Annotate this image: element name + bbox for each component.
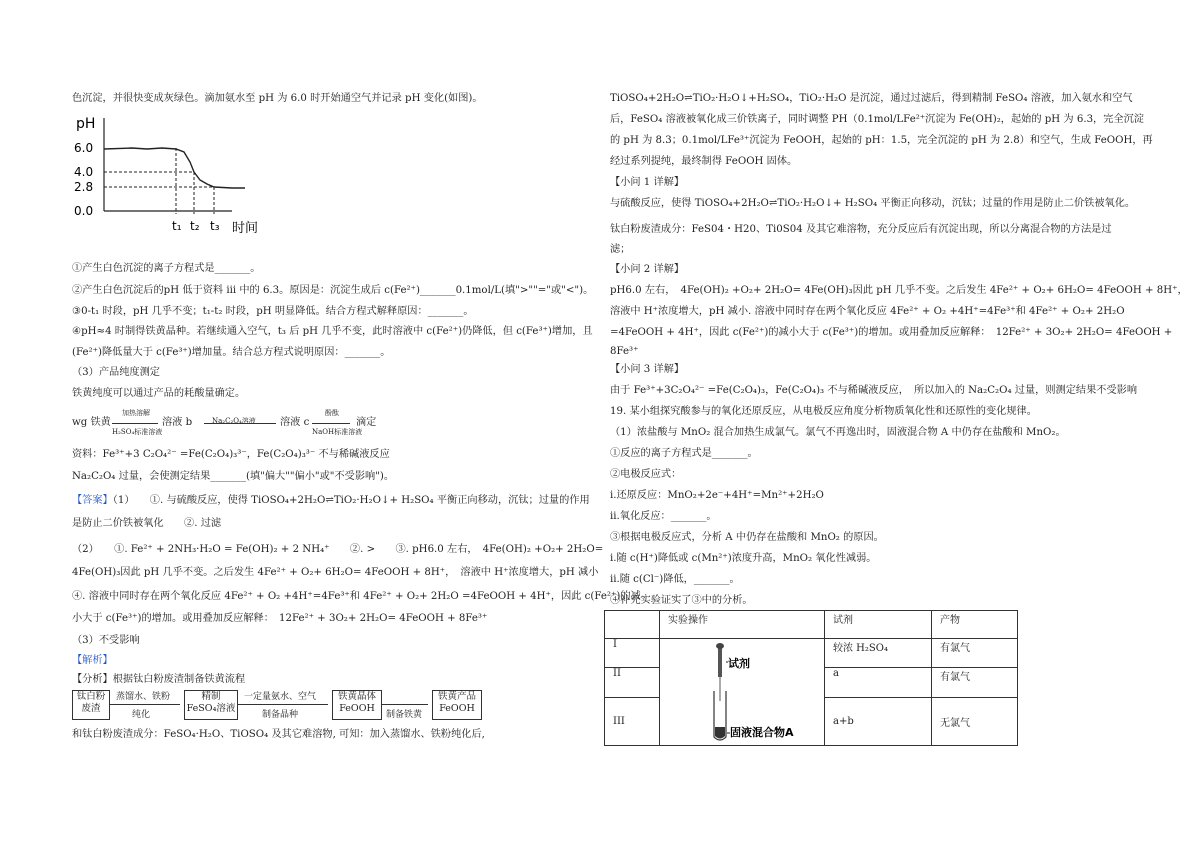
table-cell: I [605,639,660,668]
flow-box-3: 铁黄晶体 FeOOH [332,690,382,720]
titration-scheme [72,405,392,437]
question-4-cont: (Fe²⁺)降低量大于 c(Fe³⁺)增加量。结合总方程式说明原因：_______。 [72,347,391,358]
process-flow [72,688,492,722]
flow-box-2: 精制 FeSO₄溶液 [184,690,238,720]
scheme-arrow3-top: 酚酞 [325,409,339,417]
text-line: i.还原反应：MnO₂+2e⁻+4H⁺=Mn²⁺+2H₂O [610,490,824,501]
table-header-cell [605,611,660,639]
graph-y-label: pH [76,116,96,132]
y-tick-4: 4.0 [74,165,94,179]
table-cell: III [605,697,660,745]
text-line: ②电极反应式： [610,469,682,480]
detail-heading-1: 【小问 1 详解】 [610,177,685,188]
text-line: 后，FeSO₄ 溶液被氧化成三价铁离子，同时调整 PH（0.1mol/LFe²⁺沉淀为 Fe(OH)₂，起始的 pH 为 6.3，完全沉淀 [610,114,1144,125]
question-4: ④pH≈4 时制得铁黄晶种。若继续通入空气，t₃ 后 pH 几乎不变，此时溶液中 c(Fe²⁺)仍降低，但 c(Fe³⁺)增加，且 [72,326,593,337]
question-1: ①产生白色沉淀的离子方程式是_______。 [72,263,261,274]
answer-line: 是防止二价铁被氧化 ②. 过滤 [72,518,222,529]
flow-arrow2-top: 一定量氨水、空气 [244,692,317,702]
text-line: i.随 c(H⁺)降低或 c(Mn²⁺)浓度升高，MnO₂ 氧化性减弱。 [610,553,877,564]
text-line: 钛白粉废渣成分：FeS04・H20、Ti0S04 及其它难溶物，充分反应后有沉淀出现，所以分离混合物的方法是过 [610,224,1112,235]
table-header-cell: 产物 [932,611,1018,639]
table-header-row [605,611,1018,639]
text-line: 8Fe³⁺ [610,346,639,357]
text-line: TiOSO₄+2H₂O⇌TiO₂·H₂O↓+H₂SO₄，TiO₂·H₂O 是沉淀，通过过滤后，得到精制 FeSO₄ 溶液，加入氨水和空气 [610,93,1133,104]
scheme-b: 溶液 b [162,417,193,428]
section-3-text: 铁黄纯度可以通过产品的耗酸量确定。 [72,388,246,399]
table-cell: 有氯气 [932,639,1018,668]
y-tick-2-8: 2.8 [74,180,94,194]
detail-heading-3: 【小问 3 详解】 [610,364,685,375]
text-line: ①反应的离子方程式是_______。 [610,448,758,459]
graph-x-label: 时间 [232,221,259,236]
question-2: ②产生白色沉淀后的pH 低于资料 iii 中的 6.3。原因是：沉淀生成后 c(Fe²⁺)_______0.1mol/L(填">""="或"<")。 [72,285,594,296]
text-line: 19. 某小组探究酸参与的氧化还原反应，从电极反应角度分析物质氧化性和还原性的变化规律。 [610,406,1037,417]
table-cell: II [605,668,660,697]
detail-heading-2: 【小问 2 详解】 [610,264,685,275]
mixture-label: 固液混合物A [730,726,794,739]
info-line-2: Na₂C₂O₄ 过量，会使测定结果_______(填"偏大""偏小"或"不受影响")。 [72,471,395,482]
y-tick-0: 0.0 [74,204,94,218]
flow-box-4: 铁黄产品 FeOOH [432,690,482,720]
scheme-arrow1-top: 加热溶解 [122,409,150,417]
answer-line: 小大于 c(Fe³⁺)的增加。或用叠加反应解释： 12Fe²⁺ + 3O₂+ 2H₂O= 4FeOOH + 8Fe³⁺ [72,613,488,624]
answer-line: （3）不受影响 [72,635,140,646]
flow-arrow1-bot: 纯化 [132,710,151,720]
section-3-title: （3）产品纯度测定 [72,367,160,378]
text-line: =4FeOOH + 4H⁺，因此 c(Fe²⁺)的减小大于 c(Fe³⁺)的增加。或用叠加反应解释： 12Fe²⁺ + 3O₂+ 2H₂O= 4FeOOH + [610,327,1173,338]
text-line: ③根据电极反应式，分析 A 中仍存在盐酸和 MnO₂ 的原因。 [610,532,884,543]
answer-block-1: 【答案】（1） ①. 与硫酸反应，使得 TiOSO₄+2H₂O⇌TiO₂·H₂O↓+ H₂SO₄ 平衡正向移动，沉钛；过量的作用 [72,495,590,506]
scheme-arrow1-bot: H₂SO₄标准溶液 [112,428,163,436]
text-line: ii.随 c(Cl⁻)降低，_______。 [610,574,740,585]
text-line: 的 pH 为 8.3；0.1mol/LFe³⁺沉淀为 FeOOH，起始的 pH：1.5，完全沉淀的 pH 为 2.8）和空气，生成 FeOOH，再 [610,135,1153,146]
text-line: 经过系列提纯，最终制得 FeOOH 固体。 [610,156,798,167]
x-tick-t2: t₂ [190,219,200,233]
flow-arrow2-bot: 制备晶种 [262,710,299,720]
x-tick-t1: t₁ [172,219,182,233]
table-cell: a+b [825,697,932,745]
text-line: pH6.0 左右， 4Fe(OH)₂ +O₂+ 2H₂O= 4Fe(OH)₃因此 pH 几乎不变。之后发生 4Fe²⁺ + O₂+ 6H₂O= 4FeOOH + 8H⁺， [610,285,1188,296]
scheme-arrow3-bot: NaOH标准溶液 [312,428,363,436]
flow-arrow3-bot: 制备铁黄 [386,710,423,720]
scheme-c: 溶液 c [280,417,310,428]
text-line: 由于 Fe³⁺+3C₂O₄²⁻ =Fe(C₂O₄)₃，Fe(C₂O₄)₃ 不与稀碱液反应， 所以加入的 Na₂C₂O₄ 过量，则测定结果不受影响 [610,385,1138,396]
table-header-cell: 实验操作 [660,611,825,639]
experiment-table [604,610,1018,746]
apparatus-cell [660,639,825,746]
ph-time-graph [72,110,272,238]
reagent-label: 试剂 [728,657,750,670]
text-line: ④补充实验证实了③中的分析。 [610,595,753,606]
flow-box-1: 钛白粉 废渣 [72,690,110,720]
test-tube-apparatus [660,639,808,745]
text-line: 与硫酸反应，使得 TiOSO₄+2H₂O⇌TiO₂·H₂O↓+ H₂SO₄ 平衡正向移动，沉钛；过量的作用是防止二价铁被氧化。 [610,198,1136,209]
text-line: 滤； [610,244,631,255]
table-cell: a [825,668,932,697]
table-row [605,639,1018,668]
x-tick-t3: t₃ [210,219,220,233]
text-line: （1）浓盐酸与 MnO₂ 混合加热生成氯气。氯气不再逸出时，固液混合物 A 中仍存在盐酸和 MnO₂。 [610,427,1066,438]
analysis-intro: 【分析】根据钛白粉废渣制备铁黄流程 [72,674,246,685]
table-cell: 较浓 H₂SO₄ [825,639,932,668]
info-line-1: 资料：Fe³⁺+3 C₂O₄²⁻ =Fe(C₂O₄)₃³⁻，Fe(C₂O₄)₃³⁻ 不与稀碱液反应 [72,449,390,460]
flow-arrow1-top: 蒸馏水、铁粉 [116,692,171,702]
analysis-tag: 【解析】 [72,655,113,666]
answer-line: （2） ①. Fe²⁺ + 2NH₃·H₂O = Fe(OH)₂ + 2 NH₄⁺ ②. > ③. pH6.0 左右， 4Fe(OH)₂ +O₂+ 2H₂O= [72,544,604,555]
scheme-start: wg 铁黄 [72,417,111,428]
scheme-arrow2-top: Na₂C₂O₄溶液 [212,417,256,425]
table-cell: 有氯气 [932,668,1018,697]
analysis-line: 和钛白粉废渣成分：FeSO₄·H₂O、TiOSO₄ 及其它难溶物, 可知：加入蒸馏水、铁粉纯化后, [72,729,485,740]
text-line: 溶液中 H⁺浓度增大，pH 减小. 溶液中同时存在两个氧化反应 4Fe²⁺ + O₂ +4H⁺=4Fe³⁺和 4Fe²⁺ + O₂+ 2H₂O [610,306,1125,317]
text-line: 色沉淀，并很快变成灰绿色。滴加氨水至 pH 为 6.0 时开始通空气并记录 pH 变化(如图)。 [72,93,483,104]
text-line: ii.氧化反应：_______。 [610,511,717,522]
answer-line: ④. 溶液中同时存在两个氧化反应 4Fe²⁺ + O₂ +4H⁺=4Fe³⁺和 4Fe²⁺ + O₂+ 2H₂O =4FeOOH + 4H⁺，因此 c(Fe²⁺)的减 [72,591,641,602]
ph-curve [104,148,245,188]
y-tick-6: 6.0 [74,141,94,155]
question-3: ③0-t₁ 时段，pH 几乎不变；t₁-t₂ 时段，pH 明显降低。结合方程式解释原因：_______。 [72,306,474,317]
answer-line: 4Fe(OH)₃因此 pH 几乎不变。之后发生 4Fe²⁺ + O₂+ 6H₂O= 4FeOOH + 8H⁺， 溶液中 H⁺浓度增大，pH 减小 [72,567,599,578]
table-header-cell: 试剂 [825,611,932,639]
table-cell: 无氯气 [932,697,1018,745]
answer-tag: 【答案】 [72,495,113,506]
scheme-end: 滴定 [356,417,377,428]
